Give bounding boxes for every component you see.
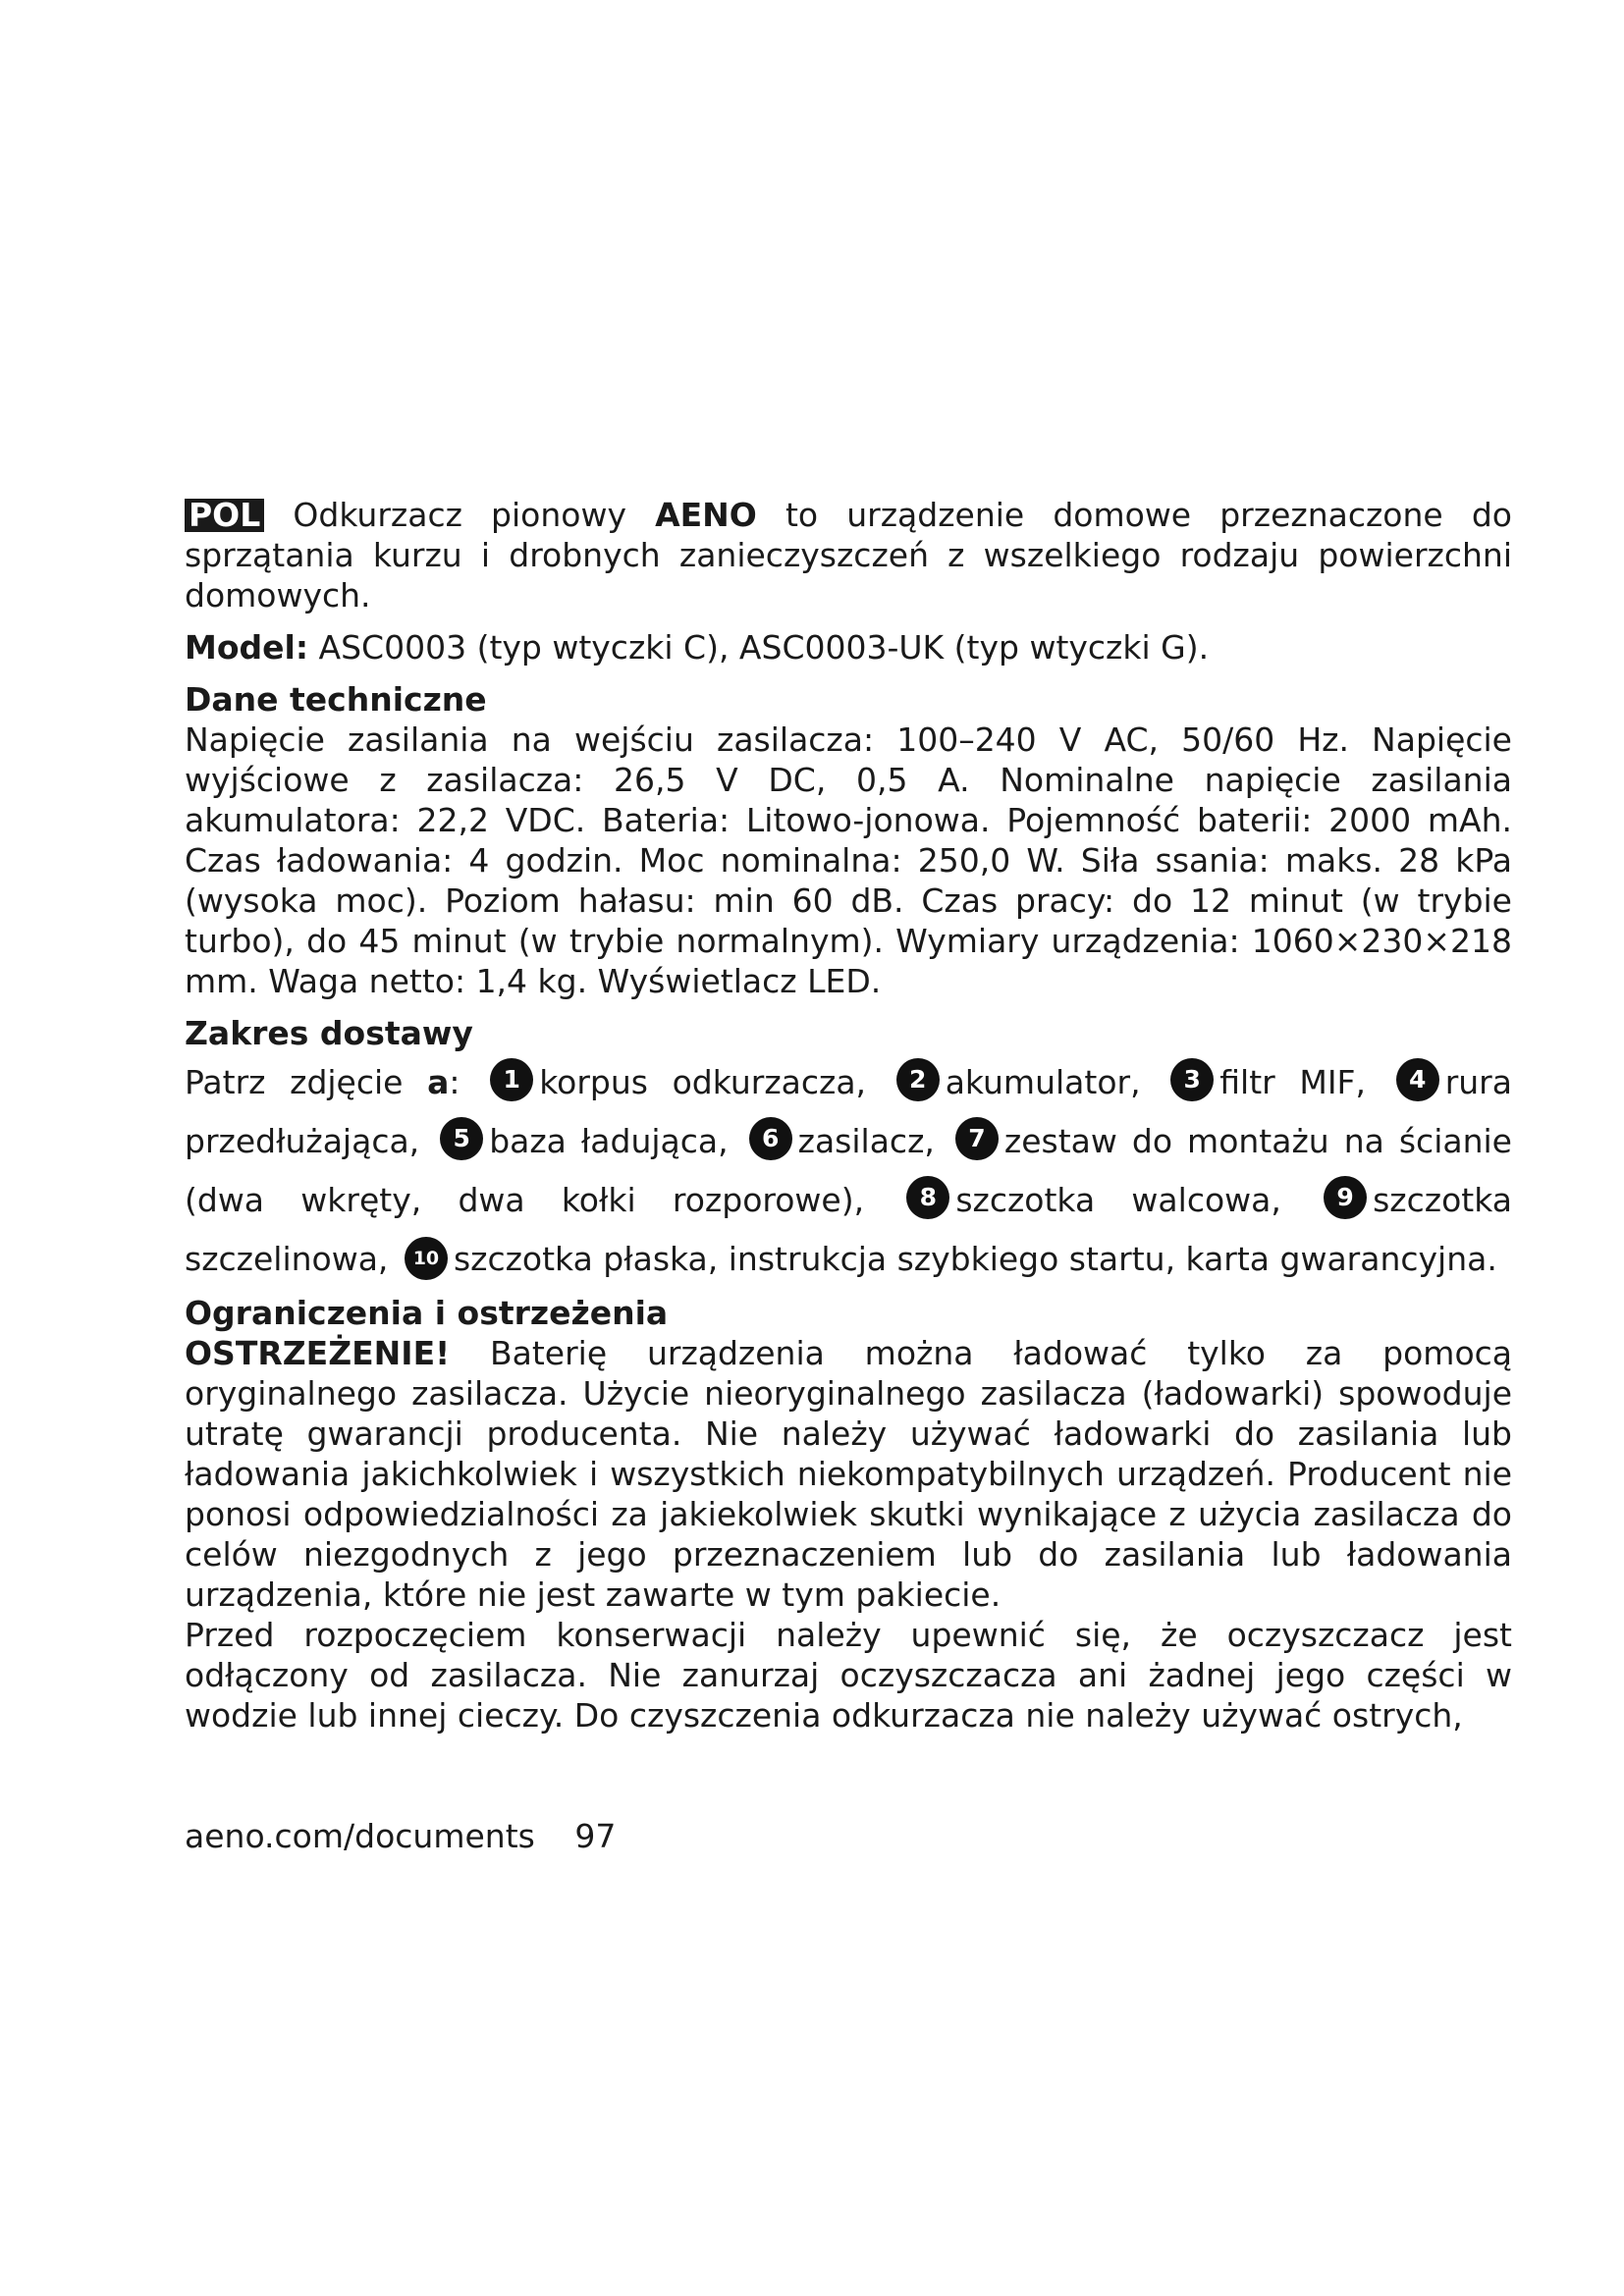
brand-name: AENO (655, 496, 757, 534)
item-number-badge: 10 (405, 1237, 448, 1280)
language-badge: POL (185, 499, 264, 532)
item-number-badge: 6 (749, 1117, 792, 1160)
photo-reference: a (427, 1063, 450, 1101)
delivery-item-text: korpus odkurzacza, (539, 1063, 867, 1101)
delivery-list (185, 1053, 1512, 1289)
intro-paragraph (185, 495, 1512, 615)
warning-text: Baterię urządzenia można ładować tylko za pomocą oryginalnego zasilacza. Użycie nieoryginalnego zasilacza (ładowarki) spowoduje utratę gwarancji producenta. Nie należy używać ładowarki do zasilania lub ładowania jakichkolwiek i wszystkich niekompatybilnych urządzeń. Producent nie ponosi odpowiedzialności za jakiekolwiek skutki wynikające z użycia zasilacza do celów niezgodnych z jego przeznaczeniem lub do zasilania lub ładowania urządzenia, które nie jest zawarte w tym pakiecie. (185, 1334, 1512, 1614)
footer-url: aeno.com/documents (185, 1817, 535, 1855)
delivery-item-text: szczotka walcowa, (955, 1181, 1281, 1219)
delivery-item-text: rura przedłużająca, (185, 1063, 1512, 1160)
warnings-paragraph-2: Przed rozpoczęciem konserwacji należy upewnić się, że oczyszczacz jest odłączony od zasilacza. Nie zanurzaj oczyszczacza ani żadnej jego części w wodzie lub innej cieczy. Do czyszczenia odkurzacza nie należy używać ostrych, (185, 1616, 1512, 1735)
item-number-badge: 5 (440, 1117, 483, 1160)
warning-label: OSTRZEŻENIE! (185, 1334, 451, 1372)
delivery-item-text: akumulator, (945, 1063, 1141, 1101)
model-line (185, 627, 1512, 667)
delivery-item-text: szczotka szczelinowa, (185, 1181, 1512, 1278)
item-number-badge: 1 (490, 1058, 533, 1101)
delivery-item-text: zasilacz, (797, 1122, 935, 1160)
item-number-badge: 7 (955, 1117, 999, 1160)
delivery-item-text: zestaw do montażu na ścianie (dwa wkręty, dwa kołki rozporowe), (185, 1122, 1512, 1219)
model-label: Model: (185, 628, 309, 667)
delivery-colon: : (449, 1063, 460, 1101)
delivery-item-text: szczotka płaska, instrukcja szybkiego startu, karta gwarancyjna. (453, 1240, 1497, 1278)
warnings-paragraph-1 (185, 1333, 1512, 1615)
model-text: ASC0003 (typ wtyczki C), ASC0003-UK (typ wtyczki G). (318, 628, 1210, 667)
specs-text: Napięcie zasilania na wejściu zasilacza: 100–240 V AC, 50/60 Hz. Napięcie wyjściowe z zasilacza: 26,5 V DC, 0,5 A. Nominalne napięcie zasilania akumulatora: 22,2 VDC. Bateria: Litowo-jonowa. Pojemność baterii: 2000 mAh. Czas ładowania: 4 godzin. Moc nominalna: 250,0 W. Siła ssania: maks. 28 kPa (wysoka moc). Poziom hałasu: min 60 dB. Czas pracy: do 12 minut (w trybie turbo), do 45 minut (w trybie normalnym). Wymiary urządzenia: 1060×230×218 mm. Waga netto: 1,4 kg. Wyświetlacz LED. (185, 721, 1512, 1000)
intro-text-before: Odkurzacz pionowy (293, 496, 626, 534)
specs-heading: Dane techniczne (185, 680, 487, 719)
delivery-item-text: filtr MIF, (1219, 1063, 1367, 1101)
delivery-item-text: baza ładująca, (489, 1122, 729, 1160)
delivery-intro: Patrz zdjęcie (185, 1063, 404, 1101)
page-number: 97 (574, 1817, 617, 1855)
item-number-badge: 8 (906, 1176, 949, 1219)
intro-text-after: to urządzenie domowe przeznaczone do sprzątania kurzu i drobnych zanieczyszczeń z wszelkiego rodzaju powierzchni domowych. (185, 496, 1512, 614)
item-number-badge: 2 (896, 1058, 940, 1101)
warnings-heading: Ograniczenia i ostrzeżenia (185, 1294, 669, 1332)
item-number-badge: 4 (1396, 1058, 1439, 1101)
page-content (185, 495, 1512, 1735)
delivery-heading: Zakres dostawy (185, 1014, 473, 1052)
item-number-badge: 3 (1170, 1058, 1214, 1101)
page-footer (185, 1816, 616, 1856)
item-number-badge: 9 (1324, 1176, 1367, 1219)
